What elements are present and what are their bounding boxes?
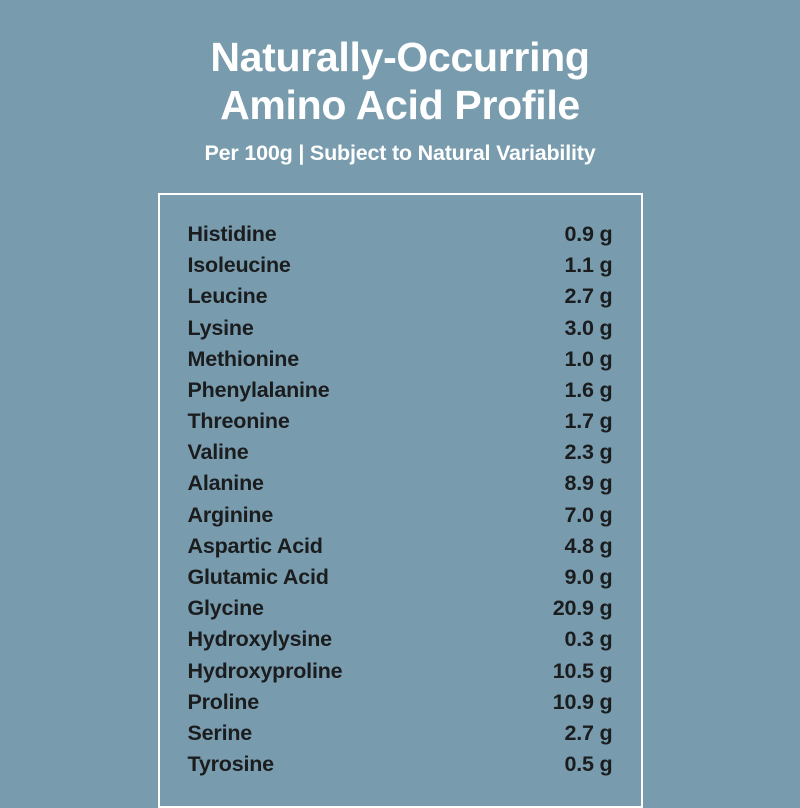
amino-acid-value: 0.9 g (564, 222, 613, 247)
amino-acid-value: 1.6 g (564, 377, 613, 402)
table-row (188, 250, 613, 281)
amino-acid-value: 1.7 g (564, 409, 613, 434)
amino-acid-value: 1.0 g (564, 346, 613, 371)
table-row (188, 562, 613, 593)
table-row (188, 344, 613, 375)
amino-acid-name: Glycine (187, 596, 264, 621)
page-title-line-2: Amino Acid Profile (220, 81, 580, 128)
amino-acid-value: 8.9 g (564, 471, 613, 496)
amino-acid-name: Leucine (187, 284, 268, 309)
amino-acid-name: Glutamic Acid (187, 564, 329, 589)
table-row (188, 468, 613, 499)
page-title-line-1: Naturally-Occurring (210, 34, 590, 80)
amino-acid-value: 2.7 g (564, 284, 613, 309)
amino-acid-table (158, 193, 643, 808)
table-row (188, 718, 613, 749)
amino-acid-value: 2.3 g (564, 440, 613, 465)
amino-acid-name: Histidine (187, 222, 277, 247)
table-row (188, 687, 613, 718)
amino-acid-value: 10.9 g (552, 689, 613, 714)
table-row (188, 281, 613, 312)
amino-acid-value: 4.8 g (564, 533, 613, 558)
amino-acid-name: Methionine (187, 346, 299, 371)
amino-acid-name: Serine (187, 720, 253, 745)
table-row (188, 624, 613, 655)
table-row (188, 219, 613, 250)
page-subtitle: Per 100g | Subject to Natural Variability (204, 141, 596, 166)
amino-acid-name: Threonine (187, 409, 290, 434)
amino-acid-name: Isoleucine (187, 253, 291, 278)
amino-acid-name: Aspartic Acid (187, 533, 323, 558)
table-row (188, 593, 613, 624)
table-row (188, 500, 613, 531)
table-row (188, 531, 613, 562)
table-row (188, 749, 613, 780)
amino-acid-value: 10.5 g (552, 658, 613, 683)
amino-acid-value: 1.1 g (564, 253, 613, 278)
amino-acid-name: Alanine (187, 471, 264, 496)
amino-acid-name: Proline (187, 689, 259, 714)
amino-acid-value: 9.0 g (564, 564, 613, 589)
amino-acid-value: 7.0 g (564, 502, 613, 527)
table-row (188, 375, 613, 406)
table-row (188, 656, 613, 687)
amino-acid-name: Phenylalanine (187, 377, 330, 402)
amino-acid-name: Valine (187, 440, 249, 465)
amino-acid-value: 3.0 g (564, 315, 613, 340)
amino-acid-value: 0.5 g (564, 752, 613, 777)
table-row (188, 313, 613, 344)
amino-acid-name: Lysine (187, 315, 254, 340)
table-row (188, 437, 613, 468)
amino-acid-value: 20.9 g (552, 596, 613, 621)
amino-acid-name: Tyrosine (187, 752, 274, 777)
amino-acid-name: Hydroxylysine (187, 627, 332, 652)
amino-acid-value: 2.7 g (564, 720, 613, 745)
table-row (188, 406, 613, 437)
amino-acid-name: Arginine (187, 502, 274, 527)
page-title (210, 34, 589, 129)
amino-acid-value: 0.3 g (564, 627, 613, 652)
amino-acid-name: Hydroxyproline (187, 658, 343, 683)
